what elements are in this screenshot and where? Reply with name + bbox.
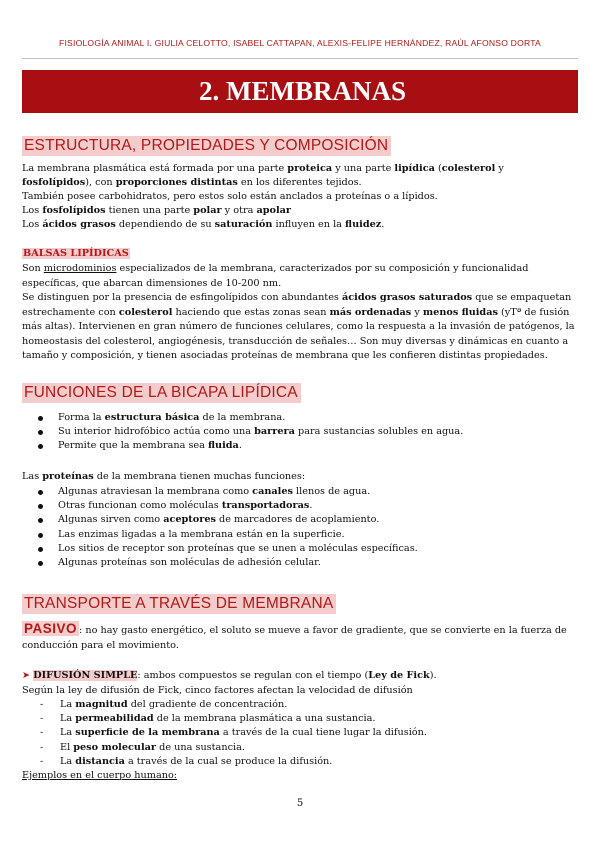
list-item: - La permeabilidad de la membrana plasmática a una sustancia. — [40, 713, 376, 725]
list-item: Otras funcionan como moléculas transportadoras. — [34, 499, 574, 513]
passive-tag: PASIVO — [24, 621, 78, 636]
section-heading-transport: TRANSPORTE A TRAVÉS DE MEMBRANA — [22, 594, 336, 614]
arrow-icon: ➤ — [22, 670, 31, 681]
page-title: 2. MEMBRANAS — [22, 70, 578, 113]
list-item: Algunas atraviesan la membrana como canales llenos de agua. — [34, 485, 574, 499]
rafts-paragraph-2: Se distinguen por la presencia de esfingolípidos con abundantes ácidos grasos saturados que se empaquetan estrechamente con colesterol haciendo que estas zonas sean más ordenadas y menos fluidas (yTª de fusión más altas). Intervienen en gran número de funciones celulares, como la respuesta a la invasión de patógenos, la homeostasis del colesterol, angiogénesis, transducción de señales… Son muy diversas y dinámicas en cuanto a tamaño y composición, y tienen asociadas proteínas de membrana que les confieren distintas propiedades. — [22, 292, 575, 361]
list-item: - El peso molecular de una sustancia. — [40, 741, 245, 753]
examples-label: Ejemplos en el cuerpo humano: — [22, 770, 178, 781]
section-heading-bilayer: FUNCIONES DE LA BICAPA LIPÍDICA — [22, 383, 301, 403]
list-item: - La distancia a través de la cual se produce la difusión. — [40, 755, 333, 767]
list-item: Algunas proteínas son moléculas de adhesión celular. — [34, 556, 574, 570]
bilayer-functions-list — [34, 411, 574, 454]
bullet-icon — [38, 444, 43, 449]
passive-transport-definition: PASIVO : no hay gasto energético, el soluto se mueve a favor de gradiente, que se convierte en la fuerza de conducción para el movimiento. — [22, 621, 567, 651]
authors: . GIULIA CELOTTO, ISABEL CATTAPAN, ALEXIS-FELIPE HERNÁNDEZ, RAÚL AFONSO DORTA — [149, 38, 541, 48]
list-item: Los sitios de receptor son proteínas que se unen a moléculas específicas. — [34, 542, 574, 556]
bullet-icon — [38, 430, 43, 435]
bullet-icon — [38, 561, 43, 566]
bullet-icon — [38, 547, 43, 552]
paragraph-line: Los fosfolípidos tienen una parte polar y otra apolar — [22, 205, 292, 216]
list-item: - La magnitud del gradiente de concentración. — [40, 699, 288, 710]
simple-diffusion-line: ➤ DIFUSIÓN SIMPLE: ambos compuestos se regulan con el tiempo (Ley de Fick). — [22, 670, 437, 681]
fick-intro: Según la ley de difusión de Fick, cinco factores afectan la velocidad de difusión — [22, 685, 413, 696]
bullet-icon — [38, 490, 43, 495]
bullet-icon — [38, 533, 43, 538]
paragraph-line: fosfolípidos), con proporciones distintas en los diferentes tejidos. — [22, 177, 362, 188]
paragraph-line: También posee carbohidratos, pero estos solo están anclados a proteínas o a lípidos. — [22, 191, 438, 202]
list-item: - La superficie de la membrana a través de la cual tiene lugar la difusión. — [40, 727, 427, 739]
fick-factors-list — [40, 698, 580, 769]
running-header — [0, 38, 600, 48]
course-name: FISIOLOGÍA ANIMAL I — [59, 38, 150, 48]
section-heading-structure: ESTRUCTURA, PROPIEDADES Y COMPOSICIÓN — [22, 136, 391, 156]
bullet-icon — [38, 416, 43, 421]
list-item: Permite que la membrana sea fluida. — [34, 439, 574, 453]
subheading-lipid-rafts: BALSAS LIPÍDICAS — [23, 248, 129, 259]
paragraph-line: Los ácidos grasos dependiendo de su saturación influyen en la fluidez. — [22, 219, 385, 230]
bullet-icon — [38, 504, 43, 509]
proteins-intro: Las proteínas de la membrana tienen muchas funciones: — [22, 471, 306, 482]
paragraph-line: La membrana plasmática está formada por una parte proteica y una parte lipídica (colesterol y — [22, 163, 504, 174]
header-divider — [22, 58, 578, 59]
list-item: Forma la estructura básica de la membrana. — [34, 411, 574, 425]
list-item: Su interior hidrofóbico actúa como una barrera para sustancias solubles en agua. — [34, 425, 574, 439]
list-item: Algunas sirven como aceptores de marcadores de acoplamiento. — [34, 513, 574, 527]
protein-functions-list — [34, 485, 574, 570]
page-number: 5 — [296, 798, 304, 809]
bullet-icon — [38, 518, 43, 523]
rafts-paragraph-1: Son microdominios especializados de la membrana, caracterizados por su composición y funcionalidad específicas, que abarcan dimensiones de 10-200 nm. — [22, 263, 529, 289]
list-item: Las enzimas ligadas a la membrana están en la superficie. — [34, 528, 574, 542]
